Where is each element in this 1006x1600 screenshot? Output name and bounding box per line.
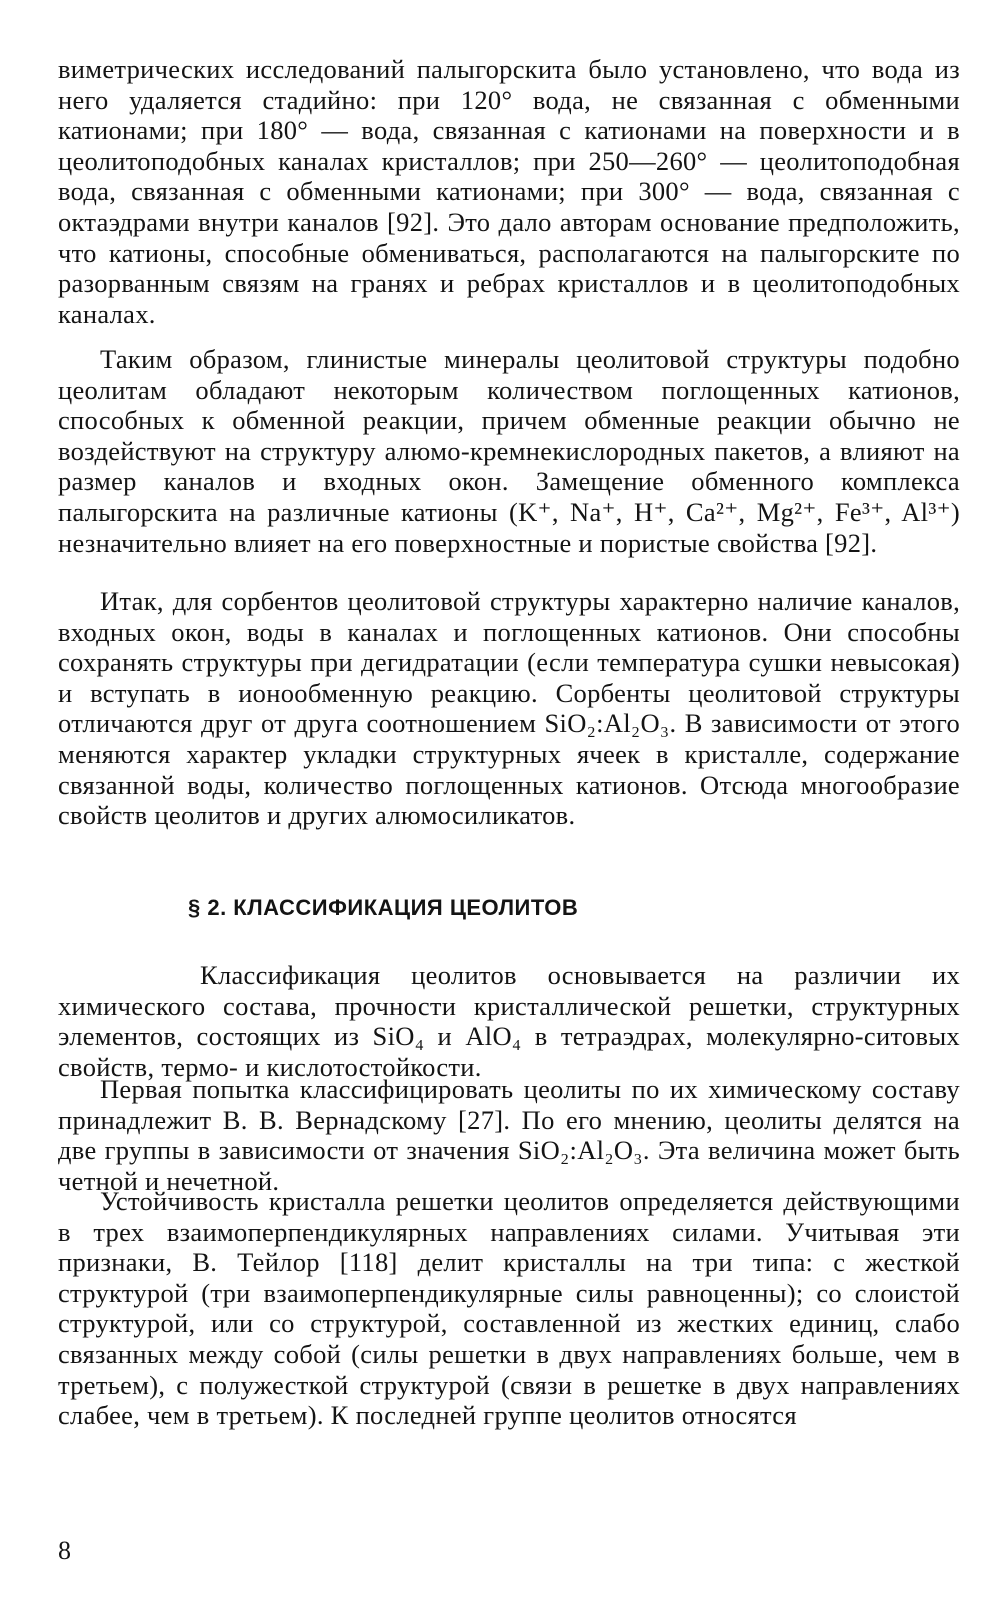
paragraph-sorbents-summary: Итак, для сорбентов цеолитовой структуры характерно наличие каналов, входных окон, воды в каналах и поглощенных катионов. Они способны сохранять структуры при дегидратации (если температура сушки невысокая) и вступать в ионообменную реакцию. Сорбенты цеолитовой структуры отличаются друг от друга соотношением SiO₂:Al₂O₃. В зависимости от этого меняются характер укладки структурных ячеек в кристалле, содержание связанной воды, количество поглощенных катионов. Отсюда многообразие свойств цеолитов и других алюмосиликатов. [58,586,960,831]
paragraph-block-4 [58,960,960,1082]
paragraph-block-6 [58,1186,960,1431]
paragraph-classification-basis: Классификация цеолитов основывается на различии их химического состава, прочности кристаллической решетки, структурных элементов, состоящих из SiO₄ и AlO₄ в тетраэдрах, молекулярно-ситовых свойств, термо- и кислотостойкости. [58,960,960,1082]
paragraph-clay-minerals: Таким образом, глинистые минералы цеолитовой структуры подобно цеолитам обладают некоторым количеством поглощенных катионов, способных к обменной реакции, причем обменные реакции обычно не воздействуют на структуру алюмо-кремнекислородных пакетов, а влияют на размер каналов и входных окон. Замещение обменного комплекса палыгорскита на различные катионы (K⁺, Na⁺, H⁺, Ca²⁺, Mg²⁺, Fe³⁺, Al³⁺) незначительно влияет на его поверхностные и пористые свойства [92]. [58,344,960,558]
paragraph-thermogravimetric: виметрических исследований палыгорскита было установлено, что вода из него удаляется стадийно: при 120° вода, не связанная с обменными катионами; при 180° — вода, связанная с катионами на поверхности и в цеолитоподобных каналах кристаллов; при 250—260° — цеолитоподобная вода, связанная с обменными катионами; при 300° — вода, связанная с октаэдрами внутри каналов [92]. Это дало авторам основание предположить, что катионы, способные обмениваться, располагаются на палыгорските по разорванным связям на гранях и ребрах кристаллов и в цеолитоподобных каналах. [58,54,960,329]
paragraph-vernadsky: Первая попытка классифицировать цеолиты по их химическому составу принадлежит В. В. Вернадскому [27]. По его мнению, цеолиты делятся на две группы в зависимости от значения SiO₂:Al₂O₃. Эта величина может быть четной и нечетной. [58,1074,960,1196]
paragraph-taylor: Устойчивость кристалла решетки цеолитов определяется действующими в трех взаимоперпендикулярных направлениях силами. Учитывая эти признаки, В. Тейлор [118] делит кристаллы на три типа: с жесткой структурой (три взаимоперпендикулярные силы равноценны); со слоистой структурой, или со структурой, составленной из жестких единиц, слабо связанных между собой (силы решетки в двух направлениях больше, чем в третьем), с полужесткой структурой (связи в решетке в двух направлениях слабее, чем в третьем). К последней группе цеолитов относятся [58,1186,960,1431]
paragraph-block-1 [58,54,960,329]
paragraph-block-3 [58,586,960,831]
section-heading: § 2. КЛАССИФИКАЦИЯ ЦЕОЛИТОВ [188,895,579,920]
page-number: 8 [58,1536,71,1565]
paragraph-block-2 [58,344,960,558]
paragraph-block-5 [58,1074,960,1196]
